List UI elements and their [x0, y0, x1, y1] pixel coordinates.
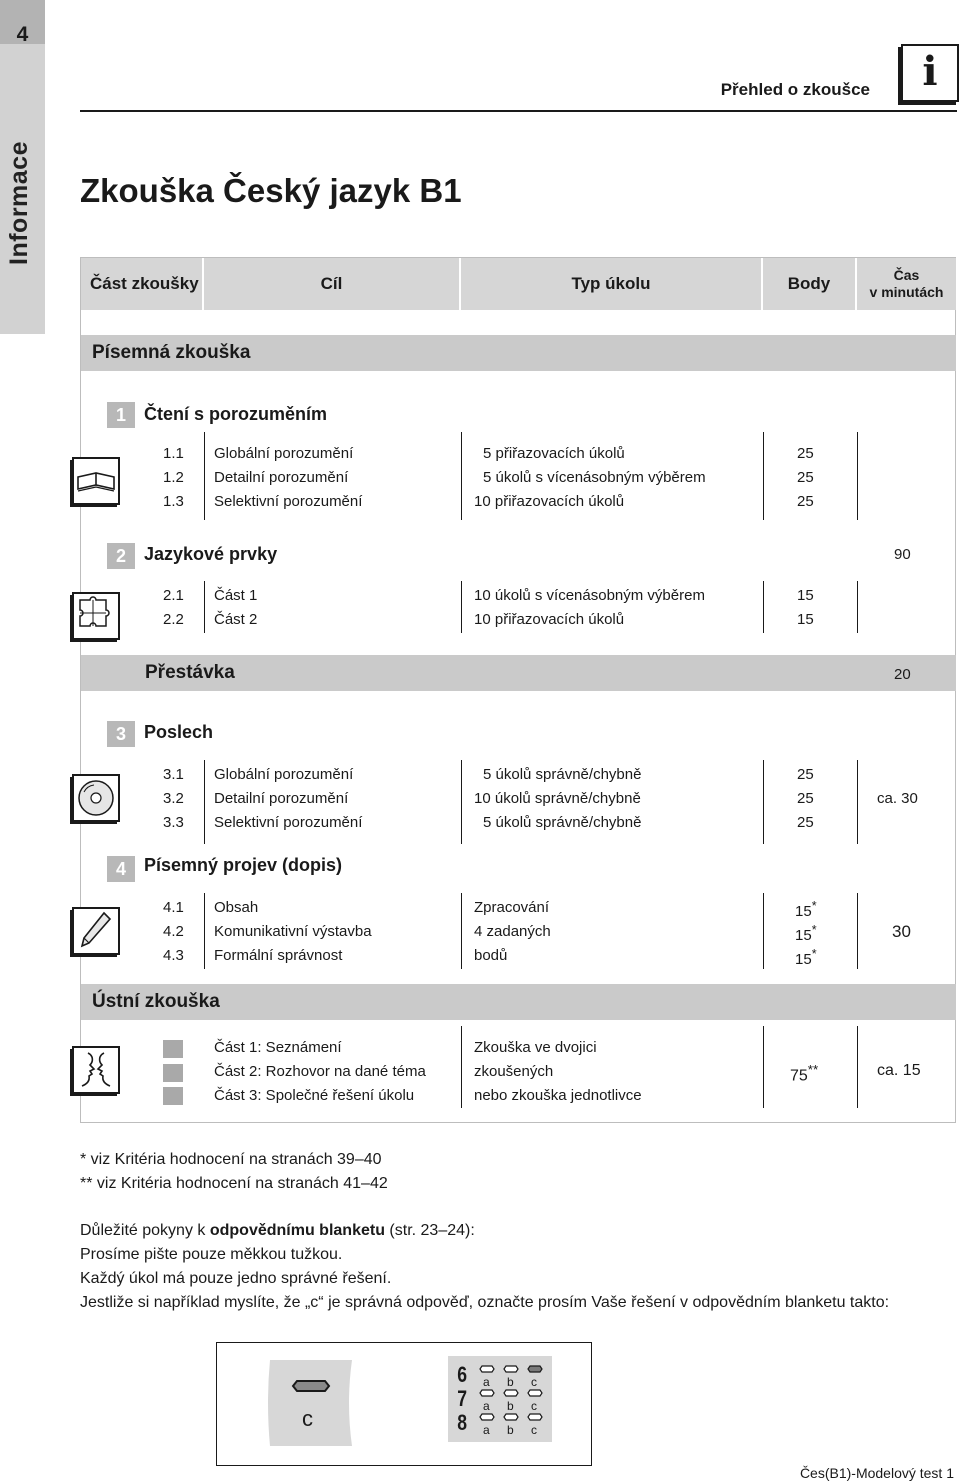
oral-part-marker — [163, 1040, 183, 1058]
info-icon — [901, 44, 959, 102]
row-goal: Část 1 — [214, 587, 258, 604]
row-type: 5 přiřazovacích úkolů — [483, 445, 625, 462]
header-type: Typ úkolu — [461, 258, 761, 310]
row-type: 10 přiřazovacích úkolů — [474, 493, 625, 510]
option-letter: c — [531, 1399, 537, 1413]
instructions-bold: odpovědnímu blanketu — [209, 1222, 385, 1239]
pencil-icon — [70, 905, 122, 957]
info-glyph: i — [922, 48, 938, 95]
option-letter: b — [507, 1423, 514, 1437]
footnote-star: * viz Kritéria hodnocení na stranách 39–40 — [80, 1151, 382, 1168]
column-divider — [857, 581, 858, 633]
row-points-mark: * — [811, 923, 817, 937]
row-goal: Komunikativní výstavba — [214, 923, 372, 940]
section-time: 90 — [894, 546, 911, 563]
column-divider — [204, 581, 205, 633]
page-number: 4 — [16, 23, 29, 46]
row-goal: Část 2 — [214, 611, 258, 628]
section-title: Poslech — [144, 722, 214, 742]
oral-row-type: zkoušených — [474, 1063, 554, 1080]
row-id: 3.2 — [163, 790, 184, 807]
row-id: 1.1 — [163, 445, 184, 462]
instruction-line: Prosíme pište pouze měkkou tužkou. — [80, 1246, 343, 1263]
break-band — [81, 655, 956, 691]
oral-time: ca. 15 — [877, 1062, 921, 1079]
option-letter: c — [531, 1423, 537, 1437]
row-points — [795, 947, 817, 968]
column-divider — [204, 432, 205, 520]
instructions-heading — [80, 1222, 475, 1240]
row-goal: Globální porozumění — [214, 445, 354, 462]
row-goal: Obsah — [214, 899, 259, 916]
option-letter: c — [531, 1375, 537, 1389]
row-points-value: 15 — [795, 951, 812, 968]
section-number: 1 — [107, 402, 135, 428]
row-goal: Selektivní porozumění — [214, 493, 363, 510]
column-divider — [204, 893, 205, 969]
oral-row-goal: Část 1: Seznámení — [214, 1039, 342, 1056]
column-divider — [461, 432, 462, 520]
question-number: 8 — [457, 1410, 468, 1435]
column-divider — [204, 760, 205, 844]
header-rule — [80, 110, 957, 112]
option-letter: a — [483, 1423, 490, 1437]
column-divider — [857, 893, 858, 969]
row-id: 1.2 — [163, 469, 184, 486]
oral-part-marker — [163, 1087, 183, 1105]
footer-reference: Čes(B1)-Modelový test 1 — [799, 1465, 954, 1481]
option-letter: b — [507, 1375, 514, 1389]
header-part: Část zkoušky — [81, 258, 202, 310]
column-divider — [763, 760, 764, 844]
column-divider — [763, 893, 764, 969]
row-goal: Globální porozumění — [214, 766, 354, 783]
row-type: 10 přiřazovacích úkolů — [474, 611, 625, 628]
row-points-value: 15 — [795, 903, 812, 920]
puzzle-icon — [70, 590, 122, 642]
column-divider — [763, 1026, 764, 1108]
page-number-box — [0, 0, 45, 44]
section-time: 30 — [892, 922, 911, 941]
section-number: 2 — [107, 543, 135, 569]
section-title: Písemný projev (dopis) — [144, 855, 343, 875]
row-points: 25 — [797, 445, 814, 462]
row-type: 4 zadaných — [474, 923, 551, 940]
header-title: Přehled o zkoušce — [720, 80, 870, 99]
instructions-post: (str. 23–24): — [384, 1222, 475, 1239]
oral-row-goal: Část 3: Společné řešení úkolu — [214, 1087, 415, 1104]
column-divider — [461, 1026, 462, 1108]
row-goal: Formální správnost — [214, 947, 343, 964]
row-type: 5 úkolů s vícenásobným výběrem — [483, 469, 706, 486]
column-divider — [763, 581, 764, 633]
instruction-line: Jestliže si například myslíte, že „c“ je správná odpověď, označte prosím Vaše řešení v odpovědním blanketu takto: — [80, 1294, 890, 1311]
row-type: 10 úkolů s vícenásobným výběrem — [474, 587, 705, 604]
row-type: 5 úkolů správně/chybně — [483, 766, 642, 783]
row-points: 25 — [797, 790, 814, 807]
oral-row-type: Zkouška ve dvojici — [474, 1039, 597, 1056]
row-id: 3.1 — [163, 766, 184, 783]
oral-row-goal: Část 2: Rozhovor na dané téma — [214, 1063, 426, 1080]
row-points-value: 15 — [795, 927, 812, 944]
header-time-line1: Čas — [893, 267, 920, 283]
oral-points — [790, 1062, 818, 1085]
oral-part-marker — [163, 1064, 183, 1082]
break-label: Přestávka — [145, 662, 235, 683]
column-divider — [763, 432, 764, 520]
column-divider — [461, 893, 462, 969]
footnote-double-star: ** viz Kritéria hodnocení na stranách 41–42 — [80, 1175, 388, 1192]
column-divider — [857, 432, 858, 520]
instruction-line: Každý úkol má pouze jedno správné řešení. — [80, 1270, 392, 1287]
row-goal: Detailní porozumění — [214, 469, 349, 486]
marked-bubble-illustration — [266, 1356, 356, 1450]
cd-icon — [70, 772, 122, 824]
row-points — [795, 923, 817, 944]
row-points-mark: * — [811, 947, 817, 961]
row-points: 15 — [797, 611, 814, 628]
row-points-mark: * — [811, 899, 817, 913]
row-id: 4.2 — [163, 923, 184, 940]
oral-exam-band: Ústní zkouška — [81, 984, 956, 1020]
header-points: Body — [763, 258, 855, 310]
oral-row-type: nebo zkouška jednotlivce — [474, 1087, 642, 1104]
header-goal: Cíl — [204, 258, 459, 310]
option-letter: a — [483, 1375, 490, 1389]
row-goal: Selektivní porozumění — [214, 814, 363, 831]
row-points: 25 — [797, 814, 814, 831]
section-number: 3 — [107, 721, 135, 747]
row-points: 25 — [797, 469, 814, 486]
page-title: Zkouška Český jazyk B1 — [80, 172, 462, 209]
question-number: 7 — [457, 1386, 468, 1411]
row-id: 3.3 — [163, 814, 184, 831]
break-time: 20 — [894, 666, 911, 683]
row-points: 25 — [797, 766, 814, 783]
row-id: 2.2 — [163, 611, 184, 628]
row-points: 15 — [797, 587, 814, 604]
section-time: ca. 30 — [877, 790, 918, 807]
row-id: 4.1 — [163, 899, 184, 916]
row-id: 2.1 — [163, 587, 184, 604]
row-points — [795, 899, 817, 920]
row-points: 25 — [797, 493, 814, 510]
column-divider — [461, 581, 462, 633]
oral-points-value: 75 — [790, 1067, 808, 1085]
header-time-line2: v minutách — [869, 284, 944, 300]
section-number: 4 — [107, 856, 135, 882]
column-divider — [461, 760, 462, 844]
column-divider — [857, 760, 858, 844]
row-type: Zpracování — [474, 899, 550, 916]
faces-icon — [70, 1044, 122, 1096]
question-number: 6 — [457, 1362, 468, 1387]
side-tab-label: Informace — [5, 141, 33, 265]
header-time — [857, 258, 956, 310]
column-divider — [857, 1026, 858, 1108]
book-icon — [70, 455, 122, 507]
instructions-pre: Důležité pokyny k — [80, 1222, 210, 1239]
option-letter: b — [507, 1399, 514, 1413]
row-type: 10 úkolů správně/chybně — [474, 790, 641, 807]
written-exam-band: Písemná zkouška — [81, 335, 956, 371]
option-letter: a — [483, 1399, 490, 1413]
row-goal: Detailní porozumění — [214, 790, 349, 807]
section-title: Čtení s porozuměním — [144, 404, 328, 424]
row-id: 4.3 — [163, 947, 184, 964]
oral-points-mark: ** — [807, 1062, 819, 1077]
row-type: 5 úkolů správně/chybně — [483, 814, 642, 831]
row-type: bodů — [474, 947, 508, 964]
big-letter: c — [302, 1406, 313, 1431]
row-id: 1.3 — [163, 493, 184, 510]
section-title: Jazykové prvky — [144, 544, 278, 564]
